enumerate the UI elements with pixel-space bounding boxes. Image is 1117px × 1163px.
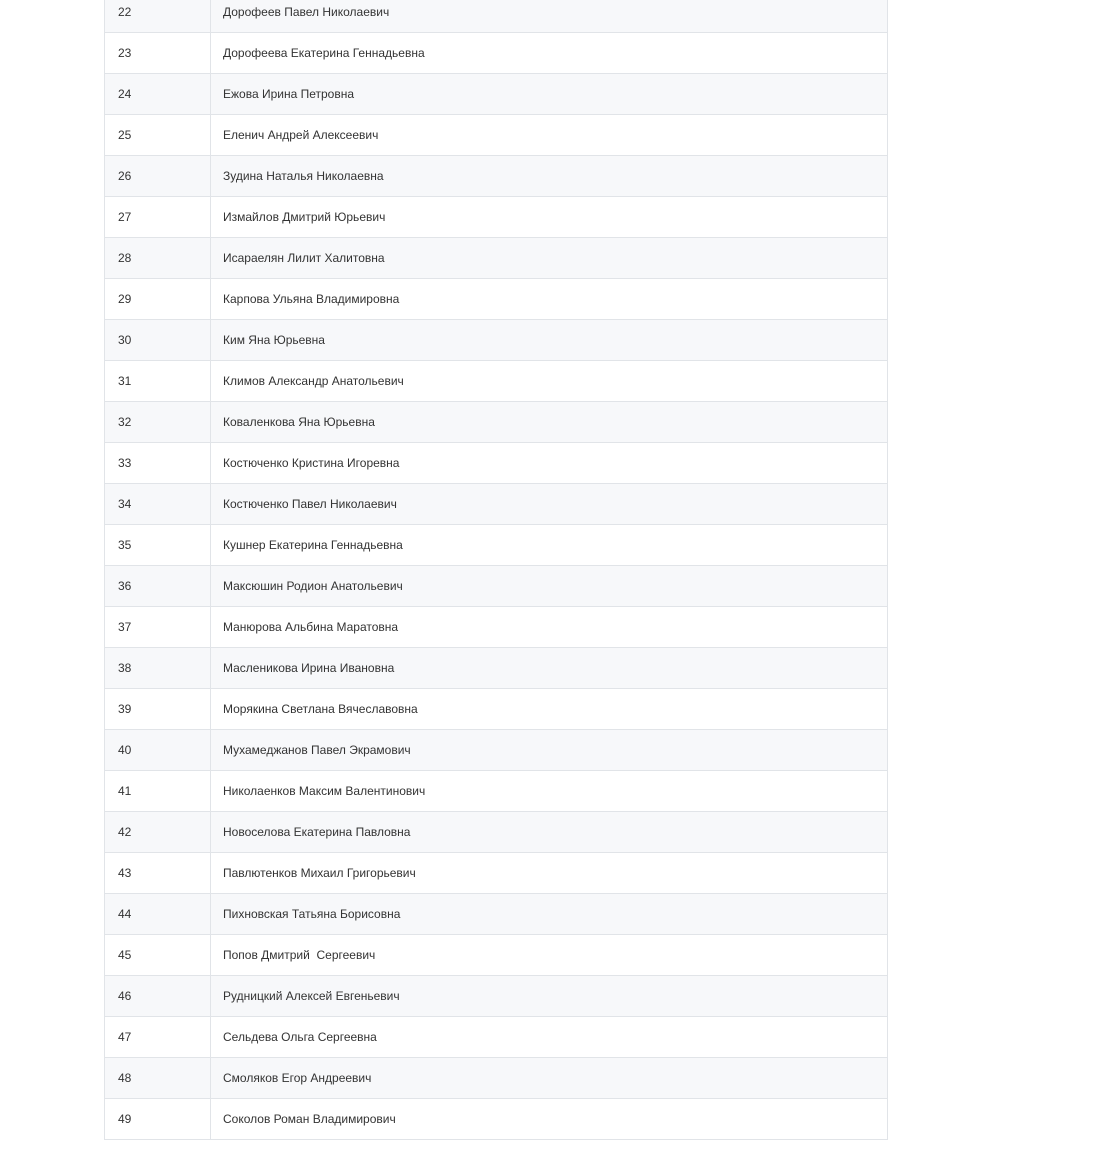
row-name-cell: Морякина Светлана Вячеславовна xyxy=(211,689,888,730)
row-name-cell: Манюрова Альбина Маратовна xyxy=(211,607,888,648)
row-name-cell: Измайлов Дмитрий Юрьевич xyxy=(211,197,888,238)
table-row xyxy=(105,484,888,525)
row-number-cell: 42 xyxy=(105,812,211,853)
row-number-cell: 43 xyxy=(105,853,211,894)
row-name-cell: Рудницкий Алексей Евгеньевич xyxy=(211,976,888,1017)
table-row xyxy=(105,74,888,115)
row-number-cell: 28 xyxy=(105,238,211,279)
table-row xyxy=(105,812,888,853)
row-name-cell: Кушнер Екатерина Геннадьевна xyxy=(211,525,888,566)
row-name-cell: Ким Яна Юрьевна xyxy=(211,320,888,361)
row-number-cell: 41 xyxy=(105,771,211,812)
row-number-cell: 44 xyxy=(105,894,211,935)
row-number-cell: 25 xyxy=(105,115,211,156)
table-row xyxy=(105,894,888,935)
table-row xyxy=(105,566,888,607)
row-name-cell: Мухамеджанов Павел Экрамович xyxy=(211,730,888,771)
row-number-cell: 36 xyxy=(105,566,211,607)
row-number-cell: 32 xyxy=(105,402,211,443)
row-number-cell: 27 xyxy=(105,197,211,238)
row-name-cell: Коваленкова Яна Юрьевна xyxy=(211,402,888,443)
row-number-cell: 26 xyxy=(105,156,211,197)
row-number-cell: 30 xyxy=(105,320,211,361)
table-row xyxy=(105,525,888,566)
row-number-cell: 49 xyxy=(105,1099,211,1140)
table-row xyxy=(105,689,888,730)
table-row xyxy=(105,156,888,197)
row-name-cell: Смоляков Егор Андреевич xyxy=(211,1058,888,1099)
row-name-cell: Зудина Наталья Николаевна xyxy=(211,156,888,197)
row-number-cell: 47 xyxy=(105,1017,211,1058)
participants-table xyxy=(104,0,888,1140)
row-name-cell: Николаенков Максим Валентинович xyxy=(211,771,888,812)
table-row xyxy=(105,279,888,320)
row-number-cell: 24 xyxy=(105,74,211,115)
table-row xyxy=(105,361,888,402)
row-name-cell: Дорофеев Павел Николаевич xyxy=(211,0,888,33)
row-number-cell: 45 xyxy=(105,935,211,976)
table-row xyxy=(105,402,888,443)
table-row xyxy=(105,33,888,74)
row-number-cell: 37 xyxy=(105,607,211,648)
row-name-cell: Еленич Андрей Алексеевич xyxy=(211,115,888,156)
table-row xyxy=(105,853,888,894)
row-name-cell: Карпова Ульяна Владимировна xyxy=(211,279,888,320)
row-name-cell: Масленикова Ирина Ивановна xyxy=(211,648,888,689)
row-name-cell: Костюченко Кристина Игоревна xyxy=(211,443,888,484)
table-row xyxy=(105,1017,888,1058)
row-name-cell: Костюченко Павел Николаевич xyxy=(211,484,888,525)
table-row xyxy=(105,115,888,156)
table-row xyxy=(105,0,888,33)
row-name-cell: Новоселова Екатерина Павловна xyxy=(211,812,888,853)
row-name-cell: Ежова Ирина Петровна xyxy=(211,74,888,115)
table-row xyxy=(105,607,888,648)
row-name-cell: Дорофеева Екатерина Геннадьевна xyxy=(211,33,888,74)
table-row xyxy=(105,730,888,771)
row-name-cell: Сельдева Ольга Сергеевна xyxy=(211,1017,888,1058)
row-number-cell: 48 xyxy=(105,1058,211,1099)
table-row xyxy=(105,320,888,361)
participants-table-container xyxy=(104,0,888,1140)
table-row xyxy=(105,443,888,484)
row-number-cell: 38 xyxy=(105,648,211,689)
row-number-cell: 35 xyxy=(105,525,211,566)
row-number-cell: 23 xyxy=(105,33,211,74)
table-row xyxy=(105,197,888,238)
row-name-cell: Попов Дмитрий Сергеевич xyxy=(211,935,888,976)
table-row xyxy=(105,1058,888,1099)
row-number-cell: 34 xyxy=(105,484,211,525)
table-row xyxy=(105,1099,888,1140)
row-number-cell: 31 xyxy=(105,361,211,402)
row-number-cell: 29 xyxy=(105,279,211,320)
table-row xyxy=(105,935,888,976)
row-name-cell: Павлютенков Михаил Григорьевич xyxy=(211,853,888,894)
row-number-cell: 22 xyxy=(105,0,211,33)
row-name-cell: Соколов Роман Владимирович xyxy=(211,1099,888,1140)
row-name-cell: Климов Александр Анатольевич xyxy=(211,361,888,402)
row-number-cell: 33 xyxy=(105,443,211,484)
row-number-cell: 40 xyxy=(105,730,211,771)
table-row xyxy=(105,976,888,1017)
table-row xyxy=(105,648,888,689)
row-name-cell: Исараелян Лилит Халитовна xyxy=(211,238,888,279)
table-row xyxy=(105,771,888,812)
row-name-cell: Максюшин Родион Анатольевич xyxy=(211,566,888,607)
row-number-cell: 46 xyxy=(105,976,211,1017)
row-name-cell: Пихновская Татьяна Борисовна xyxy=(211,894,888,935)
table-row xyxy=(105,238,888,279)
row-number-cell: 39 xyxy=(105,689,211,730)
participants-table-body xyxy=(105,0,888,1140)
